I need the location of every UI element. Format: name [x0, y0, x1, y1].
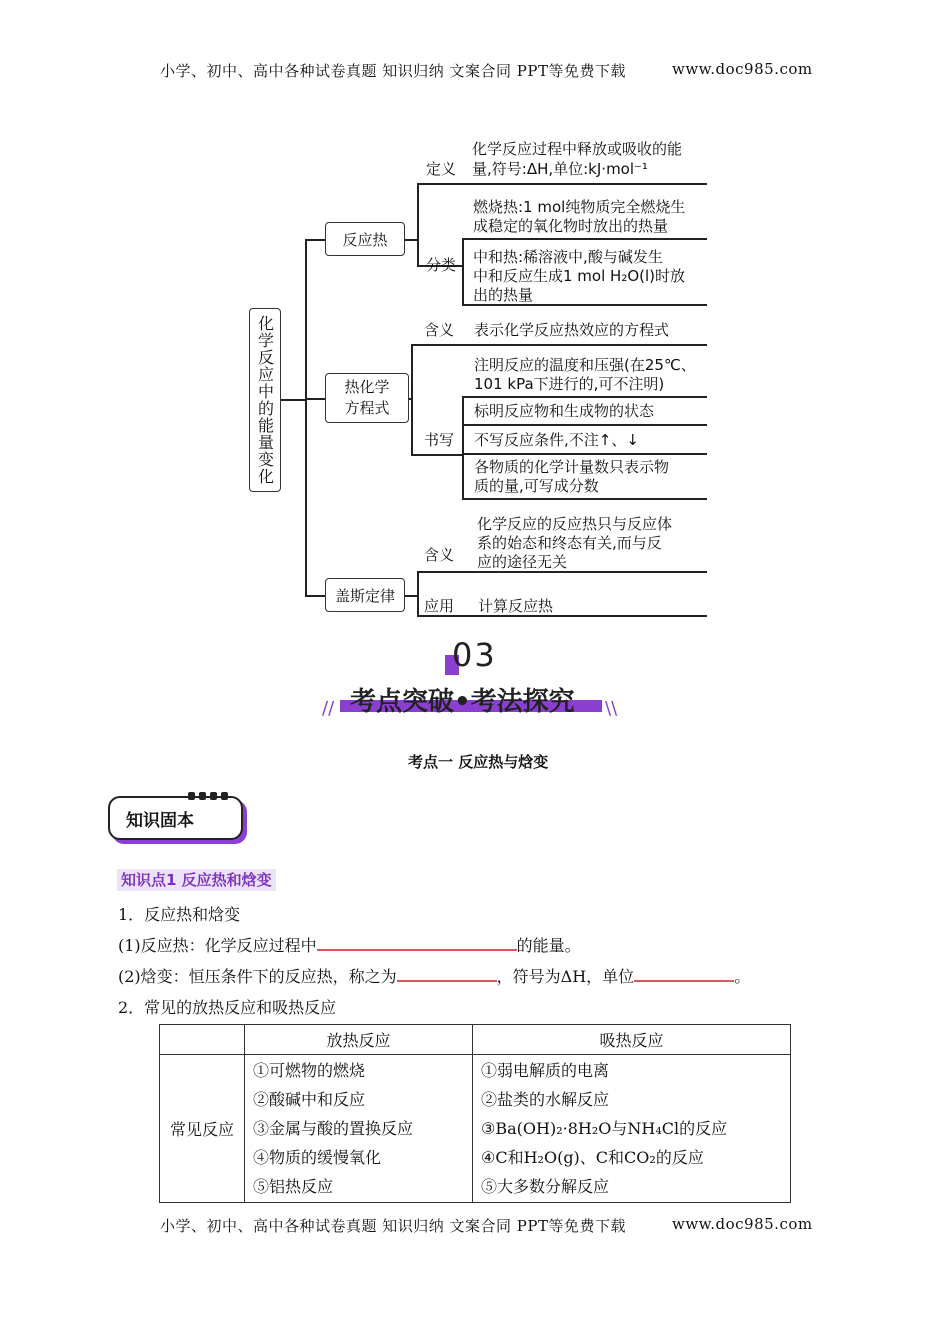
list-item: ④物质的缓慢氧化 — [253, 1148, 382, 1167]
blank-1[interactable] — [317, 933, 517, 951]
table-header-empty — [160, 1025, 245, 1055]
branch-reaction-heat: 反应热 — [325, 222, 405, 256]
table-header-row — [160, 1025, 791, 1055]
footer-link[interactable]: www.doc985.com — [672, 1215, 813, 1233]
combustion-text-1: 燃烧热:1 mol纯物质完全燃烧生 — [473, 198, 686, 216]
blank-2[interactable] — [397, 964, 497, 982]
blank-3[interactable] — [634, 964, 734, 982]
section-slash-right-icon: \\ — [605, 698, 618, 719]
badge-rings-icon — [188, 792, 238, 800]
badge: 知识固本 — [108, 796, 243, 840]
rule3-text: 不写反应条件,不注↑、↓ — [474, 431, 639, 449]
table-row — [160, 1055, 791, 1203]
table-header-exo: 放热反应 — [245, 1025, 473, 1055]
thermo-label-2: 方程式 — [344, 399, 390, 417]
rule4-text-2: 质的量,可写成分数 — [474, 477, 599, 495]
list-item: ②酸碱中和反应 — [253, 1090, 366, 1109]
item-1: 1．反应热和焓变 — [118, 905, 241, 924]
definition-text-2: 量,符号:ΔH,单位:kJ·mol⁻¹ — [472, 160, 648, 178]
label-meaning-thermo: 含义 — [424, 321, 455, 339]
header-left: 小学、初中、高中各种试卷真题 知识归纳 文案合同 PPT等免费下载 — [160, 62, 626, 80]
rule4-text-1: 各物质的化学计量数只表示物 — [474, 458, 670, 476]
label-category: 分类 — [426, 256, 457, 274]
section-slash-left-icon: // — [322, 698, 335, 719]
label-application: 应用 — [424, 597, 455, 615]
rule1-text-2: 101 kPa下进行的,可不注明) — [474, 375, 665, 393]
reaction-table — [159, 1024, 791, 1203]
mindmap-root: 化学反应中的能量变化 — [249, 308, 281, 492]
hess-application: 计算反应热 — [478, 597, 554, 615]
hess-meaning-3: 应的途径无关 — [477, 553, 568, 571]
section-number: 03 — [452, 636, 497, 674]
thermo-meaning: 表示化学反应热效应的方程式 — [474, 321, 670, 339]
table-header-endo: 吸热反应 — [473, 1025, 791, 1055]
header-link[interactable]: www.doc985.com — [672, 60, 813, 78]
item-1-2-suffix: 。 — [734, 967, 751, 986]
item-1-1-suffix: 的能量。 — [516, 936, 581, 955]
knowledge-point-label: 知识点1 反应热和焓变 — [117, 869, 276, 891]
item-1-2 — [118, 964, 750, 987]
label-meaning-hess: 含义 — [424, 546, 455, 564]
hess-meaning-1: 化学反应的反应热只与反应体 — [477, 515, 673, 533]
label-definition: 定义 — [426, 160, 457, 178]
hess-meaning-2: 系的始态和终态有关,而与反 — [477, 534, 662, 552]
neutral-text-1: 中和热:稀溶液中,酸与碱发生 — [473, 248, 663, 266]
item-1-1-prefix: (1)反应热：化学反应过程中 — [118, 936, 317, 955]
neutral-text-3: 出的热量 — [473, 286, 534, 304]
list-item: ⑤铝热反应 — [253, 1177, 334, 1196]
endothermic-cell — [473, 1055, 791, 1203]
list-item: ④C和H₂O(g)、C和CO₂的反应 — [481, 1148, 704, 1167]
list-item: ⑤大多数分解反应 — [481, 1177, 610, 1196]
exothermic-cell — [245, 1055, 473, 1203]
list-item: ①可燃物的燃烧 — [253, 1061, 366, 1080]
neutral-text-2: 中和反应生成1 mol H₂O(l)时放 — [473, 267, 686, 285]
combustion-text-2: 成稳定的氧化物时放出的热量 — [473, 217, 669, 235]
rule2-text: 标明反应物和生成物的状态 — [474, 402, 655, 420]
item-1-2-prefix: (2)焓变：恒压条件下的反应热，称之为 — [118, 967, 397, 986]
branch-thermo-equation — [325, 373, 409, 423]
label-writing: 书写 — [424, 431, 455, 449]
item-1-1 — [118, 933, 581, 956]
list-item: ②盐类的水解反应 — [481, 1090, 610, 1109]
item-2: 2．常见的放热反应和吸热反应 — [118, 998, 337, 1017]
item-1-2-mid: ，符号为ΔH，单位 — [496, 967, 635, 986]
section-title: 考点突破•考法探究 — [350, 687, 575, 717]
list-item: ③Ba(OH)₂·8H₂O与NH₄Cl的反应 — [481, 1119, 728, 1138]
definition-text-1: 化学反应过程中释放或吸收的能 — [472, 140, 683, 158]
footer-left: 小学、初中、高中各种试卷真题 知识归纳 文案合同 PPT等免费下载 — [160, 1217, 626, 1235]
list-item: ③金属与酸的置换反应 — [253, 1119, 414, 1138]
branch-hess-law: 盖斯定律 — [325, 578, 405, 612]
list-item: ①弱电解质的电离 — [481, 1061, 610, 1080]
thermo-label-1: 热化学 — [344, 378, 390, 396]
point-title: 考点一 反应热与焓变 — [408, 753, 549, 771]
row-label: 常见反应 — [160, 1055, 245, 1203]
rule1-text-1: 注明反应的温度和压强(在25℃、 — [474, 356, 696, 374]
